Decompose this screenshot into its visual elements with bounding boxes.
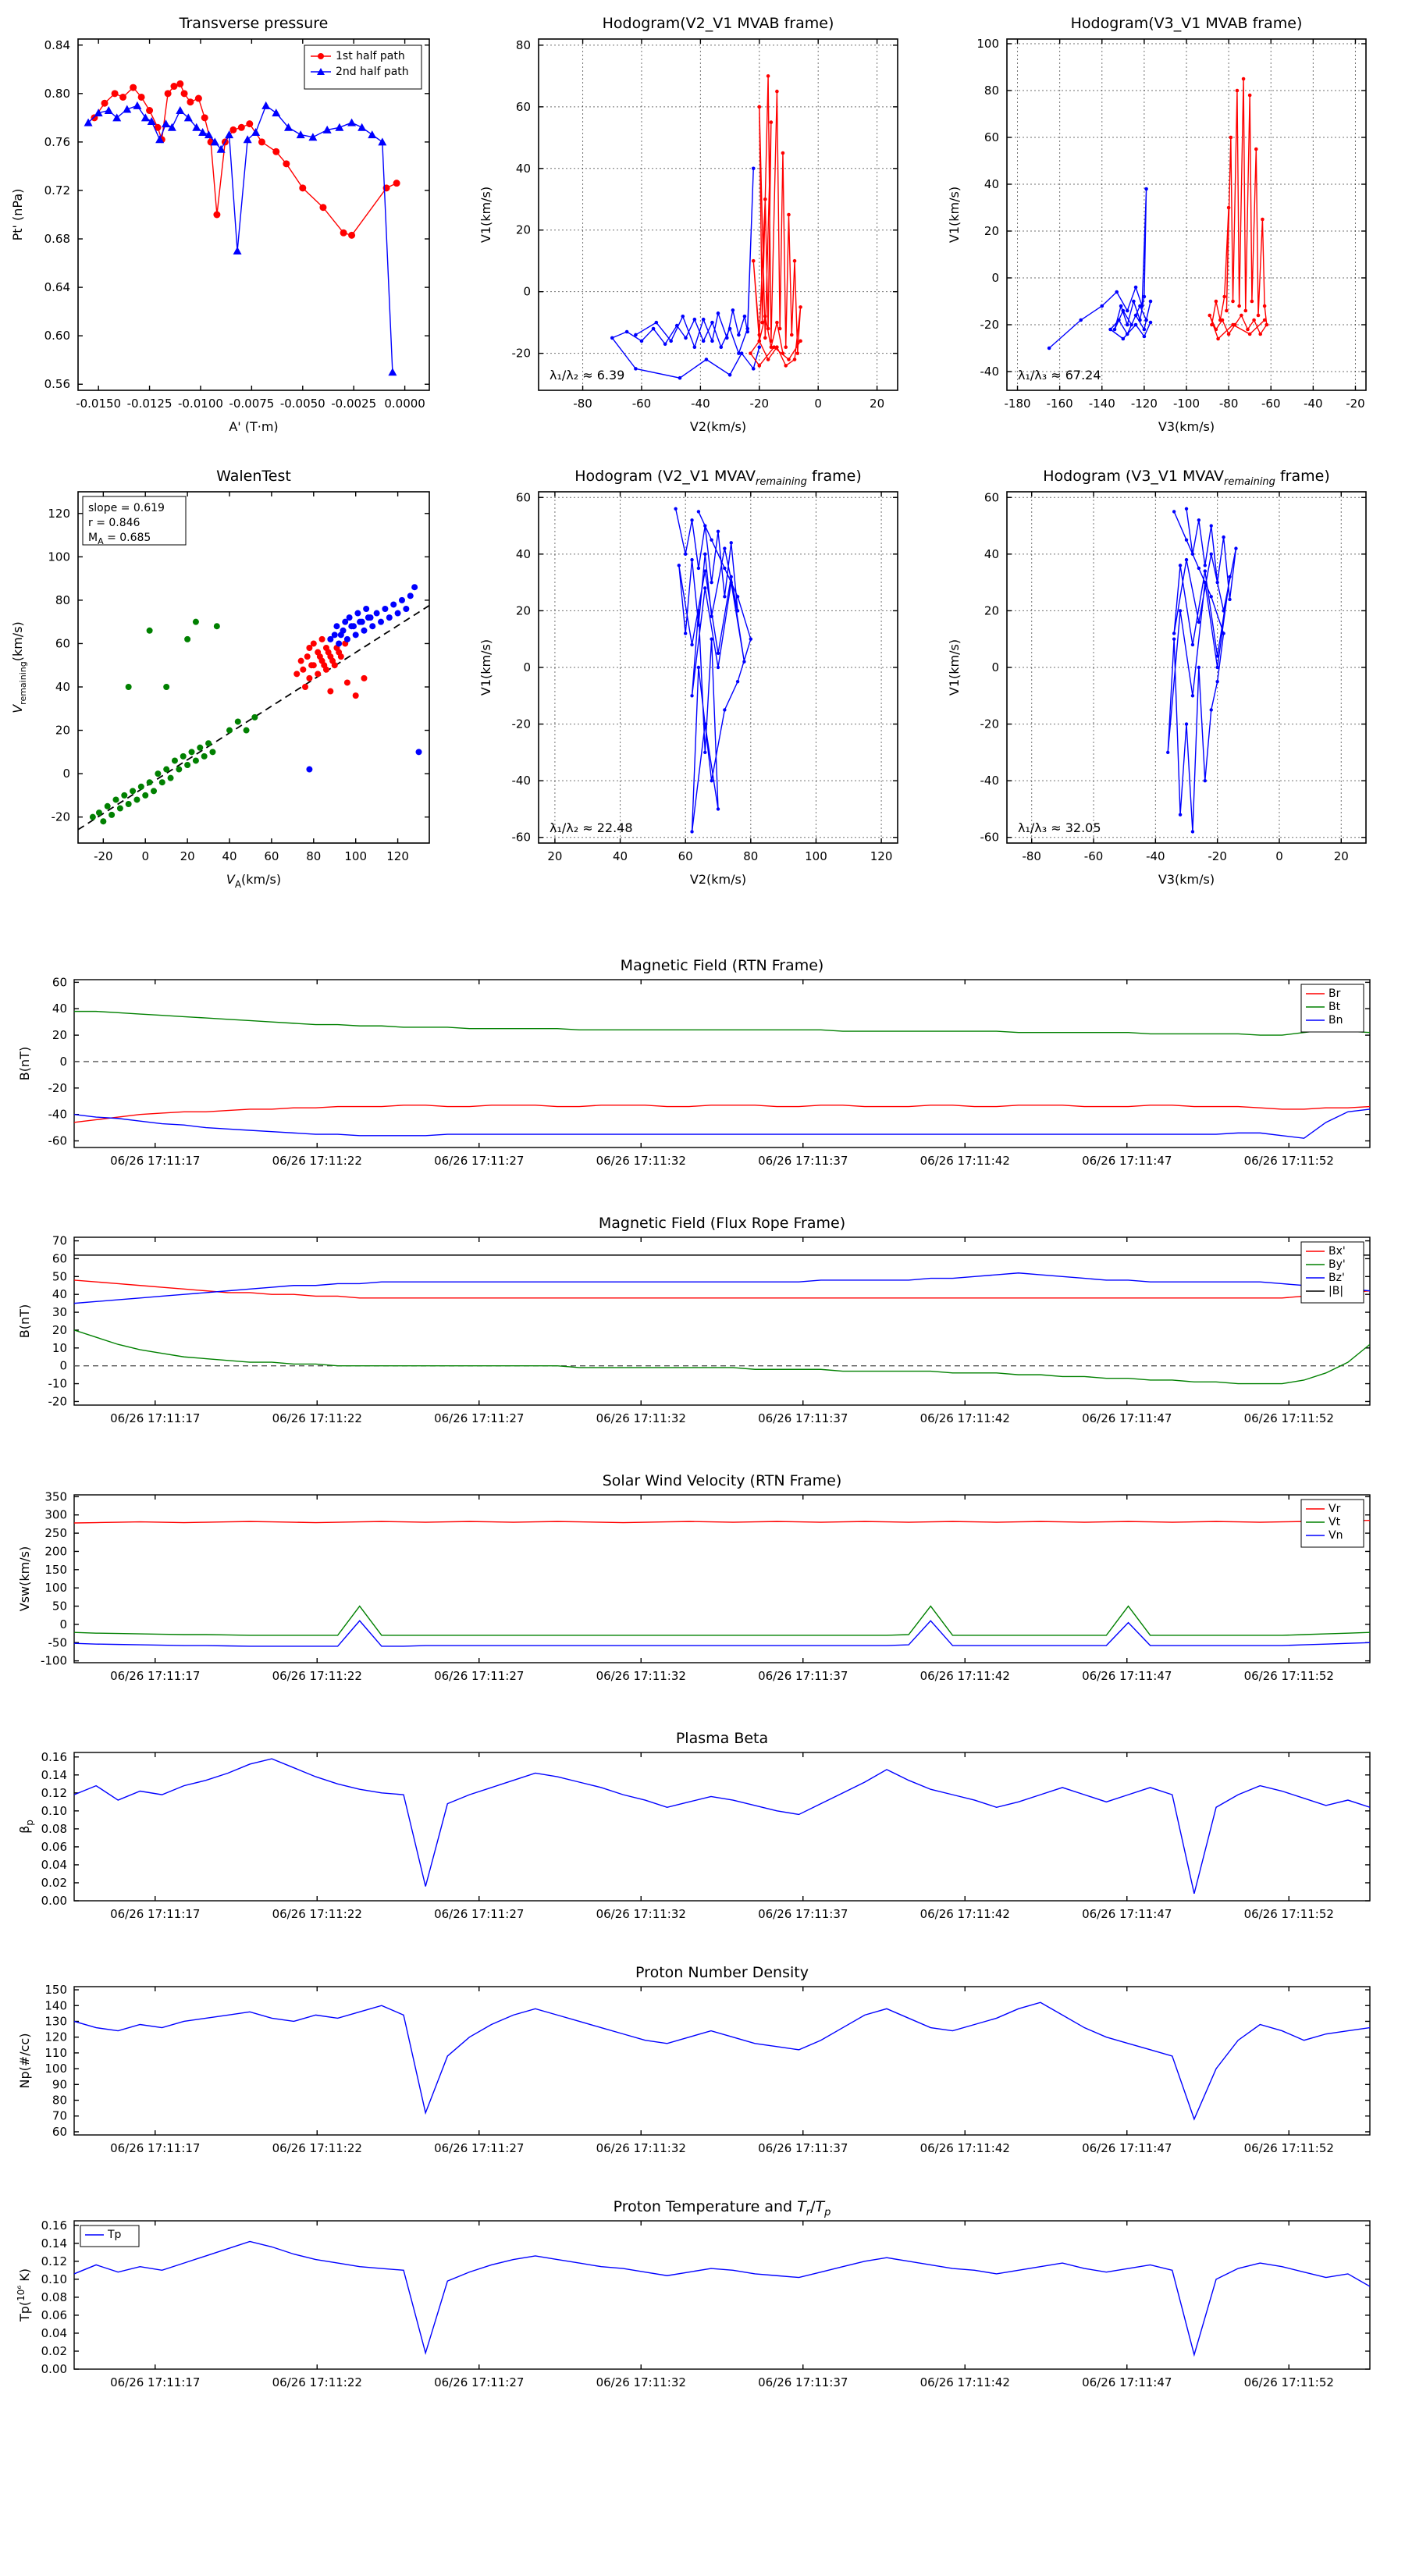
- svg-text:-20: -20: [51, 809, 70, 824]
- svg-text:20: 20: [52, 1322, 67, 1337]
- svg-text:r = 0.846: r = 0.846: [88, 517, 140, 529]
- svg-text:06/26 17:11:22: 06/26 17:11:22: [272, 1411, 362, 1425]
- svg-text:Hodogram(V3_V1 MVAB frame): Hodogram(V3_V1 MVAB frame): [1070, 15, 1303, 32]
- svg-text:06/26 17:11:27: 06/26 17:11:27: [434, 2141, 525, 2155]
- svg-text:-140: -140: [1088, 397, 1115, 411]
- svg-text:-40: -40: [48, 1107, 67, 1122]
- svg-text:06/26 17:11:37: 06/26 17:11:37: [758, 2141, 848, 2155]
- svg-text:50: 50: [52, 1269, 67, 1284]
- svg-text:100: 100: [976, 37, 999, 51]
- panel-hodogram-v2v1-mvav: [468, 453, 937, 906]
- svg-text:10: 10: [52, 1340, 67, 1355]
- svg-text:-100: -100: [40, 1653, 67, 1668]
- svg-text:Bx': Bx': [1329, 1245, 1346, 1258]
- svg-text:-0.0025: -0.0025: [331, 397, 377, 411]
- svg-text:20: 20: [1333, 849, 1349, 863]
- svg-text:-60: -60: [631, 397, 652, 411]
- svg-text:Vr: Vr: [1329, 1503, 1341, 1515]
- svg-text:λ₁/λ₂ ≈ 6.39: λ₁/λ₂ ≈ 6.39: [550, 368, 625, 382]
- svg-text:Vremaining(km/s): $V_{remaining}(km/s)$: [10, 621, 28, 713]
- svg-text:20: 20: [515, 222, 531, 237]
- svg-text:0.00: 0.00: [41, 2362, 67, 2376]
- svg-text:0.68: 0.68: [44, 232, 70, 247]
- svg-text:0.10: 0.10: [41, 2272, 67, 2286]
- svg-text:Bz': Bz': [1329, 1272, 1345, 1284]
- svg-text:Vn: Vn: [1329, 1529, 1343, 1542]
- svg-text:60: 60: [264, 849, 279, 863]
- svg-text:-80: -80: [1022, 849, 1041, 863]
- svg-text:0.64: 0.64: [44, 280, 70, 295]
- svg-text:V2(km/s): V2(km/s): [689, 872, 747, 887]
- transverse-pressure-chart: [0, 0, 468, 453]
- svg-text:06/26 17:11:37: 06/26 17:11:37: [758, 2375, 848, 2389]
- svg-text:-50: -50: [48, 1635, 67, 1650]
- svg-text:60: 60: [55, 636, 70, 651]
- svg-text:Magnetic Field (Flux Rope Fram: Magnetic Field (Flux Rope Frame): [598, 1215, 846, 1232]
- svg-text:06/26 17:11:27: 06/26 17:11:27: [434, 1411, 525, 1425]
- panel-transverse-pressure: [0, 0, 468, 453]
- magnetic-field-rtn-chart: [0, 945, 1405, 1202]
- svg-text:100: 100: [805, 849, 827, 863]
- svg-text:60: 60: [515, 99, 531, 114]
- svg-text:WalenTest: WalenTest: [216, 468, 291, 485]
- svg-text:06/26 17:11:37: 06/26 17:11:37: [758, 1154, 848, 1168]
- svg-text:-40: -40: [980, 365, 999, 379]
- svg-text:20: 20: [870, 397, 885, 411]
- svg-text:120: 120: [48, 506, 70, 521]
- svg-text:-20: -20: [511, 717, 531, 731]
- svg-text:0.02: 0.02: [41, 2343, 67, 2358]
- svg-text:40: 40: [52, 1287, 67, 1302]
- svg-text:-120: -120: [1130, 397, 1158, 411]
- svg-text:06/26 17:11:47: 06/26 17:11:47: [1082, 1154, 1172, 1168]
- svg-text:0: 0: [1275, 849, 1283, 863]
- svg-text:-180: -180: [1004, 397, 1031, 411]
- svg-text:-20: -20: [94, 849, 113, 863]
- svg-text:20: 20: [515, 603, 531, 618]
- svg-text:06/26 17:11:27: 06/26 17:11:27: [434, 1154, 525, 1168]
- svg-text:Br: Br: [1329, 987, 1341, 1000]
- svg-text:-20: -20: [1208, 849, 1227, 863]
- svg-text:0.56: 0.56: [44, 377, 70, 392]
- svg-text:1st half path: 1st half path: [336, 50, 405, 62]
- svg-text:250: 250: [44, 1526, 67, 1541]
- svg-text:-80: -80: [1218, 397, 1239, 411]
- svg-text:150: 150: [44, 1983, 67, 1998]
- svg-text:40: 40: [984, 546, 999, 561]
- panel-walen-test: [0, 453, 468, 906]
- svg-text:06/26 17:11:32: 06/26 17:11:32: [596, 1411, 686, 1425]
- svg-text:Proton Number Density: Proton Number Density: [635, 1964, 809, 1981]
- svg-text:100: 100: [48, 550, 70, 564]
- svg-text:0.72: 0.72: [44, 183, 70, 197]
- svg-text:60: 60: [52, 975, 67, 990]
- svg-text:MA = 0.685: $M_A = 0.685$: [88, 532, 151, 546]
- svg-text:30: 30: [52, 1305, 67, 1320]
- svg-text:-60: -60: [511, 830, 531, 845]
- svg-text:40: 40: [612, 849, 628, 863]
- svg-text:06/26 17:11:52: 06/26 17:11:52: [1243, 1907, 1334, 1921]
- svg-text:0.0000: 0.0000: [384, 397, 425, 411]
- svg-text:By': By': [1329, 1258, 1346, 1271]
- svg-text:06/26 17:11:47: 06/26 17:11:47: [1082, 2375, 1172, 2389]
- svg-text:0.14: 0.14: [41, 1767, 67, 1782]
- svg-text:B(nT): B(nT): [17, 1304, 32, 1339]
- panel-hodogram-v2v1-mvab: [468, 0, 937, 453]
- svg-text:V1(km/s): V1(km/s): [478, 186, 493, 244]
- svg-text:80: 80: [515, 37, 531, 52]
- svg-text:-80: -80: [573, 397, 592, 411]
- svg-text:06/26 17:11:32: 06/26 17:11:32: [596, 1154, 686, 1168]
- svg-text:Plasma Beta: Plasma Beta: [675, 1730, 769, 1747]
- hodogram-v2v1-mvab-chart: [468, 0, 937, 453]
- svg-text:100: 100: [344, 849, 368, 863]
- svg-text:-20: -20: [749, 397, 770, 411]
- svg-text:V1(km/s): V1(km/s): [947, 186, 962, 244]
- svg-text:Transverse pressure: Transverse pressure: [179, 15, 329, 32]
- svg-text:-40: -40: [511, 774, 531, 788]
- svg-text:0.80: 0.80: [44, 86, 70, 101]
- svg-text:slope = 0.619: slope = 0.619: [88, 502, 165, 514]
- svg-text:60: 60: [52, 2124, 67, 2139]
- svg-text:Solar Wind Velocity (RTN Frame: Solar Wind Velocity (RTN Frame): [602, 1472, 842, 1489]
- svg-text:A' (T·m): A' (T·m): [229, 419, 279, 434]
- walen-test-chart: [0, 453, 468, 906]
- svg-text:-60: -60: [1083, 849, 1104, 863]
- svg-text:06/26 17:11:22: 06/26 17:11:22: [272, 1907, 362, 1921]
- svg-text:20: 20: [984, 603, 999, 618]
- svg-text:06/26 17:11:17: 06/26 17:11:17: [110, 1411, 201, 1425]
- svg-text:0.06: 0.06: [41, 2307, 67, 2322]
- svg-text:-40: -40: [691, 397, 710, 411]
- svg-text:0.02: 0.02: [41, 1875, 67, 1890]
- svg-text:Pt' (nPa): Pt' (nPa): [10, 188, 25, 241]
- svg-text:0: 0: [991, 271, 999, 285]
- svg-text:20: 20: [180, 849, 195, 863]
- svg-text:06/26 17:11:52: 06/26 17:11:52: [1243, 1669, 1334, 1683]
- panel-proton-temperature: [0, 2186, 1405, 2435]
- svg-text:Vsw(km/s): Vsw(km/s): [17, 1546, 32, 1612]
- svg-text:-100: -100: [1172, 397, 1200, 411]
- svg-text:0.10: 0.10: [41, 1803, 67, 1818]
- svg-text:0.16: 0.16: [41, 1749, 67, 1764]
- svg-text:0.12: 0.12: [41, 2254, 67, 2268]
- svg-text:200: 200: [44, 1544, 67, 1559]
- svg-text:40: 40: [222, 849, 237, 863]
- svg-text:06/26 17:11:42: 06/26 17:11:42: [919, 1669, 1010, 1683]
- hodogram-v3v1-mvab-chart: [937, 0, 1405, 453]
- svg-text:140: 140: [44, 1998, 67, 2013]
- svg-text:0: 0: [59, 1054, 67, 1069]
- svg-text:100: 100: [44, 1581, 67, 1596]
- svg-text:20: 20: [52, 1028, 67, 1043]
- svg-text:Vt: Vt: [1329, 1516, 1341, 1528]
- svg-text:B(nT): B(nT): [17, 1046, 32, 1081]
- svg-text:120: 120: [44, 2030, 67, 2044]
- svg-text:V3(km/s): V3(km/s): [1158, 419, 1215, 434]
- svg-text:Proton Temperature and Tr/Tp: Proton Temperature and $T_r/T_p$: [613, 2198, 831, 2218]
- svg-text:40: 40: [515, 546, 531, 561]
- magnetic-field-flux-rope-chart: [0, 1202, 1405, 1460]
- svg-text:Hodogram (V2_V1 MVAVremaining: Hodogram (V2_V1 $MVAV_{remaining}$ frame): [574, 468, 862, 488]
- svg-text:0.08: 0.08: [41, 2290, 67, 2304]
- svg-text:0: 0: [991, 660, 999, 674]
- svg-text:|B|: |B|: [1329, 1285, 1344, 1297]
- svg-text:06/26 17:11:17: 06/26 17:11:17: [110, 1907, 201, 1921]
- svg-text:120: 120: [386, 849, 409, 863]
- svg-text:VA(km/s): $V_A(km/s)$: [226, 872, 282, 890]
- svg-text:350: 350: [44, 1489, 67, 1504]
- svg-text:40: 40: [515, 161, 531, 176]
- svg-text:06/26 17:11:37: 06/26 17:11:37: [758, 1411, 848, 1425]
- svg-text:0.12: 0.12: [41, 1785, 67, 1800]
- panel-magnetic-field-flux-rope: [0, 1202, 1405, 1460]
- svg-text:-0.0100: -0.0100: [178, 397, 223, 411]
- svg-text:-0.0125: -0.0125: [126, 397, 173, 411]
- svg-text:Hodogram(V2_V1 MVAB frame): Hodogram(V2_V1 MVAB frame): [602, 15, 834, 32]
- svg-text:Bt: Bt: [1329, 1001, 1341, 1013]
- svg-text:06/26 17:11:42: 06/26 17:11:42: [919, 1411, 1010, 1425]
- svg-text:-20: -20: [980, 717, 999, 731]
- svg-text:70: 70: [52, 2108, 67, 2123]
- svg-text:300: 300: [44, 1507, 67, 1522]
- svg-text:80: 80: [743, 849, 759, 863]
- svg-text:20: 20: [55, 723, 70, 738]
- svg-text:0.04: 0.04: [41, 2325, 67, 2340]
- svg-text:Hodogram (V3_V1 MVAVremaining: Hodogram (V3_V1 $MVAV_{remaining}$ frame): [1043, 468, 1330, 488]
- svg-text:V1(km/s): V1(km/s): [478, 639, 493, 696]
- svg-text:Tp(10⁶ K): Tp($^{10^6}$ K): [16, 2268, 32, 2322]
- svg-text:0: 0: [523, 284, 531, 299]
- svg-text:06/26 17:11:17: 06/26 17:11:17: [110, 1669, 201, 1683]
- svg-text:0.84: 0.84: [44, 37, 70, 52]
- svg-text:40: 40: [52, 1002, 67, 1016]
- svg-text:06/26 17:11:27: 06/26 17:11:27: [434, 1907, 525, 1921]
- svg-text:06/26 17:11:47: 06/26 17:11:47: [1082, 1669, 1172, 1683]
- svg-text:06/26 17:11:42: 06/26 17:11:42: [919, 1907, 1010, 1921]
- svg-text:Np(#/cc): Np(#/cc): [17, 2033, 32, 2089]
- svg-text:06/26 17:11:32: 06/26 17:11:32: [596, 2141, 686, 2155]
- svg-text:20: 20: [547, 849, 563, 863]
- svg-text:0: 0: [59, 1358, 67, 1373]
- svg-text:Bn: Bn: [1329, 1014, 1343, 1026]
- svg-text:0.14: 0.14: [41, 2236, 67, 2250]
- svg-text:130: 130: [44, 2014, 67, 2029]
- svg-text:0: 0: [814, 397, 822, 411]
- svg-text:-20: -20: [48, 1080, 67, 1095]
- svg-text:90: 90: [52, 2077, 67, 2092]
- svg-text:100: 100: [44, 2062, 67, 2076]
- svg-text:50: 50: [52, 1599, 67, 1614]
- svg-text:06/26 17:11:17: 06/26 17:11:17: [110, 2375, 201, 2389]
- svg-text:80: 80: [55, 592, 70, 607]
- panel-solar-wind-velocity: [0, 1460, 1405, 1717]
- svg-text:06/26 17:11:22: 06/26 17:11:22: [272, 1154, 362, 1168]
- svg-text:06/26 17:11:47: 06/26 17:11:47: [1082, 1907, 1172, 1921]
- svg-text:βp: $\beta_p$: [17, 1820, 35, 1834]
- svg-text:110: 110: [44, 2045, 67, 2060]
- svg-text:06/26 17:11:52: 06/26 17:11:52: [1243, 2141, 1334, 2155]
- svg-text:Tp: Tp: [108, 2229, 122, 2241]
- svg-text:2nd half path: 2nd half path: [336, 66, 409, 78]
- svg-text:40: 40: [55, 680, 70, 694]
- svg-text:0: 0: [141, 849, 150, 863]
- svg-text:06/26 17:11:22: 06/26 17:11:22: [272, 2141, 362, 2155]
- svg-text:06/26 17:11:27: 06/26 17:11:27: [434, 2375, 525, 2389]
- svg-text:06/26 17:11:42: 06/26 17:11:42: [919, 2141, 1010, 2155]
- svg-text:0.16: 0.16: [41, 2218, 67, 2233]
- solar-wind-velocity-chart: [0, 1460, 1405, 1717]
- svg-text:06/26 17:11:22: 06/26 17:11:22: [272, 2375, 362, 2389]
- svg-text:80: 80: [306, 849, 322, 863]
- svg-text:06/26 17:11:32: 06/26 17:11:32: [596, 2375, 686, 2389]
- svg-text:06/26 17:11:22: 06/26 17:11:22: [272, 1669, 362, 1683]
- svg-text:-40: -40: [980, 774, 999, 788]
- svg-text:0.00: 0.00: [41, 1894, 67, 1908]
- svg-text:06/26 17:11:52: 06/26 17:11:52: [1243, 2375, 1334, 2389]
- hodogram-v2v1-mvav-chart: [468, 453, 937, 906]
- svg-text:-160: -160: [1046, 397, 1073, 411]
- svg-text:-40: -40: [1304, 397, 1323, 411]
- svg-text:0: 0: [59, 1617, 67, 1631]
- svg-text:06/26 17:11:17: 06/26 17:11:17: [110, 2141, 201, 2155]
- svg-text:80: 80: [52, 2093, 67, 2108]
- svg-text:-40: -40: [1146, 849, 1165, 863]
- proton-temperature-chart: [0, 2186, 1405, 2435]
- svg-text:60: 60: [515, 490, 531, 505]
- svg-text:06/26 17:11:37: 06/26 17:11:37: [758, 1669, 848, 1683]
- svg-text:-20: -20: [1346, 397, 1365, 411]
- hodogram-v3v1-mvav-chart: [937, 453, 1405, 906]
- svg-text:-10: -10: [48, 1376, 67, 1391]
- svg-text:150: 150: [44, 1562, 67, 1577]
- svg-text:-20: -20: [980, 318, 999, 332]
- svg-text:06/26 17:11:47: 06/26 17:11:47: [1082, 1411, 1172, 1425]
- svg-text:06/26 17:11:47: 06/26 17:11:47: [1082, 2141, 1172, 2155]
- svg-text:-0.0050: -0.0050: [279, 397, 325, 411]
- svg-text:06/26 17:11:17: 06/26 17:11:17: [110, 1154, 201, 1168]
- svg-text:60: 60: [984, 130, 999, 144]
- svg-text:-0.0150: -0.0150: [76, 397, 122, 411]
- svg-text:V1(km/s): V1(km/s): [947, 639, 962, 696]
- svg-text:80: 80: [984, 84, 999, 98]
- svg-text:-60: -60: [980, 830, 999, 845]
- svg-text:λ₁/λ₃ ≈ 67.24: λ₁/λ₃ ≈ 67.24: [1018, 368, 1101, 382]
- panel-magnetic-field-rtn: [0, 945, 1405, 1202]
- svg-text:60: 60: [678, 849, 693, 863]
- svg-text:06/26 17:11:42: 06/26 17:11:42: [919, 2375, 1010, 2389]
- svg-text:-20: -20: [511, 346, 531, 361]
- svg-text:06/26 17:11:32: 06/26 17:11:32: [596, 1669, 686, 1683]
- svg-text:120: 120: [870, 849, 893, 863]
- panel-hodogram-v3v1-mvav: [937, 453, 1405, 906]
- plasma-beta-chart: [0, 1717, 1405, 1952]
- panel-proton-density: [0, 1952, 1405, 2186]
- svg-text:06/26 17:11:52: 06/26 17:11:52: [1243, 1154, 1334, 1168]
- svg-text:40: 40: [984, 177, 999, 191]
- svg-text:06/26 17:11:42: 06/26 17:11:42: [919, 1154, 1010, 1168]
- svg-text:-60: -60: [48, 1133, 67, 1148]
- svg-text:V2(km/s): V2(km/s): [689, 419, 747, 434]
- svg-text:06/26 17:11:52: 06/26 17:11:52: [1243, 1411, 1334, 1425]
- svg-text:0: 0: [523, 660, 531, 674]
- svg-text:V3(km/s): V3(km/s): [1158, 872, 1215, 887]
- svg-text:0.04: 0.04: [41, 1857, 67, 1872]
- svg-text:0.06: 0.06: [41, 1839, 67, 1854]
- svg-text:70: 70: [52, 1233, 67, 1248]
- svg-text:0.08: 0.08: [41, 1821, 67, 1836]
- panel-hodogram-v3v1-mvab: [937, 0, 1405, 453]
- svg-text:06/26 17:11:37: 06/26 17:11:37: [758, 1907, 848, 1921]
- svg-text:20: 20: [984, 224, 999, 238]
- svg-text:λ₁/λ₃ ≈ 32.05: λ₁/λ₃ ≈ 32.05: [1018, 820, 1101, 835]
- svg-text:-20: -20: [48, 1394, 67, 1409]
- svg-text:-0.0075: -0.0075: [229, 397, 275, 411]
- panel-plasma-beta: [0, 1717, 1405, 1952]
- svg-text:Magnetic Field (RTN Frame): Magnetic Field (RTN Frame): [620, 957, 824, 974]
- svg-text:0.60: 0.60: [44, 329, 70, 343]
- svg-text:06/26 17:11:27: 06/26 17:11:27: [434, 1669, 525, 1683]
- svg-text:60: 60: [984, 490, 999, 505]
- svg-text:-60: -60: [1261, 397, 1281, 411]
- svg-text:0.76: 0.76: [44, 134, 70, 149]
- svg-text:60: 60: [52, 1251, 67, 1266]
- proton-density-chart: [0, 1952, 1405, 2186]
- svg-text:λ₁/λ₂ ≈ 22.48: λ₁/λ₂ ≈ 22.48: [550, 820, 633, 835]
- svg-text:0: 0: [62, 767, 70, 781]
- svg-text:06/26 17:11:32: 06/26 17:11:32: [596, 1907, 686, 1921]
